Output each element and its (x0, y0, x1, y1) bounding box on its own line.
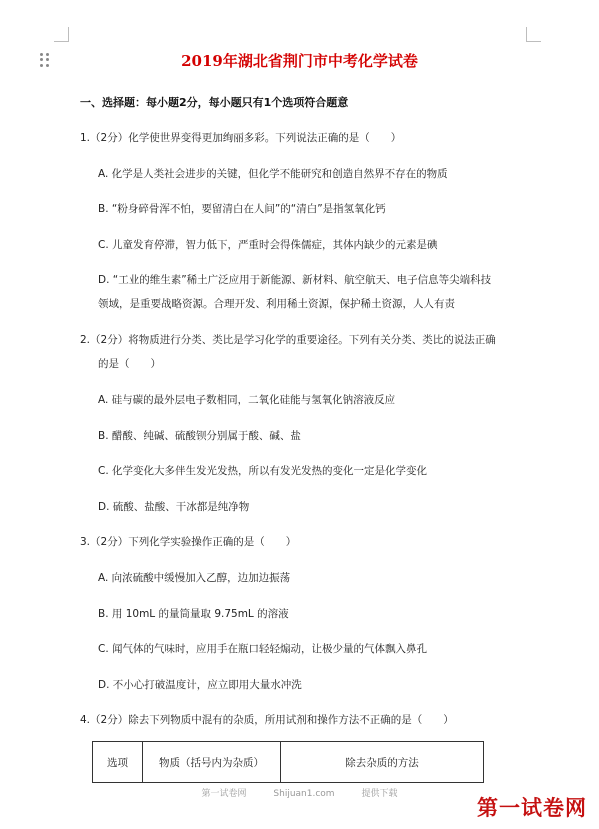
question-stem: 4.（2分）除去下列物质中混有的杂质，所用试剂和操作方法不正确的是（ ） (80, 714, 454, 726)
watermark-logo: 第一试卷网 (477, 795, 587, 820)
margin-corner-top-right (526, 27, 541, 42)
table-header-method: 除去杂质的方法 (345, 756, 419, 769)
answer-option: D. 硫酸、盐酸、干冰都是纯净物 (98, 501, 250, 513)
answer-option: B. 醋酸、纯碱、硫酸钡分别属于酸、碱、盐 (98, 430, 301, 442)
table-header-option: 选项 (93, 742, 143, 782)
table-header-substance: 物质（括号内为杂质） (143, 742, 281, 782)
answer-option: A. 硅与碳的最外层电子数相同，二氧化硅能与氢氧化钠溶液反应 (98, 394, 396, 406)
answer-option: D. 不小心打破温度计，应立即用大量水冲洗 (98, 679, 302, 691)
answer-option: A. 化学是人类社会进步的关键，但化学不能研究和创造自然界不存在的物质 (98, 168, 448, 180)
answer-option: 的是（ ） (98, 358, 161, 370)
footer-site-url: Shijuan1.com (273, 789, 335, 799)
document-title: 2019年湖北省荆门市中考化学试卷 (181, 52, 418, 70)
question-stem: 1.（2分）化学使世界变得更加绚丽多彩。下列说法正确的是（ ） (80, 132, 402, 144)
answer-option: C. 化学变化大多伴生发光发热，所以有发光发热的变化一定是化学变化 (98, 465, 428, 477)
answer-table-header-row (92, 741, 484, 783)
footer-site-name: 第一试卷网 (201, 789, 247, 799)
margin-corner-top-left (54, 27, 69, 42)
answer-option: B. 用 10mL 的量筒量取 9.75mL 的溶液 (98, 608, 289, 620)
answer-option: D. “工业的维生素”稀土广泛应用于新能源、新材料、航空航天、电子信息等尖端科技 (98, 274, 492, 286)
question-stem: 3.（2分）下列化学实验操作正确的是（ ） (80, 536, 297, 548)
answer-option: C. 闻气体的气味时，应用手在瓶口轻轻煽动，让极少量的气体飘入鼻孔 (98, 643, 428, 655)
answer-option: A. 向浓硫酸中缓慢加入乙醇，边加边振荡 (98, 572, 291, 584)
footer-provider: 提供下载 (361, 789, 398, 799)
answer-option: B. “粉身碎骨浑不怕，要留清白在人间”的“清白”是指氢氧化钙 (98, 203, 386, 215)
section-heading: 一、选择题：每小题2分，每小题只有1个选项符合题意 (80, 96, 349, 109)
answer-option: C. 儿童发育停滞，智力低下，严重时会得侏儒症，其体内缺少的元素是碘 (98, 239, 438, 251)
answer-option: 领域，是重要战略资源。合理开发、利用稀土资源，保护稀土资源，人人有责 (98, 298, 455, 310)
question-stem: 2.（2分）将物质进行分类、类比是学习化学的重要途径。下列有关分类、类比的说法正确 (80, 334, 496, 346)
